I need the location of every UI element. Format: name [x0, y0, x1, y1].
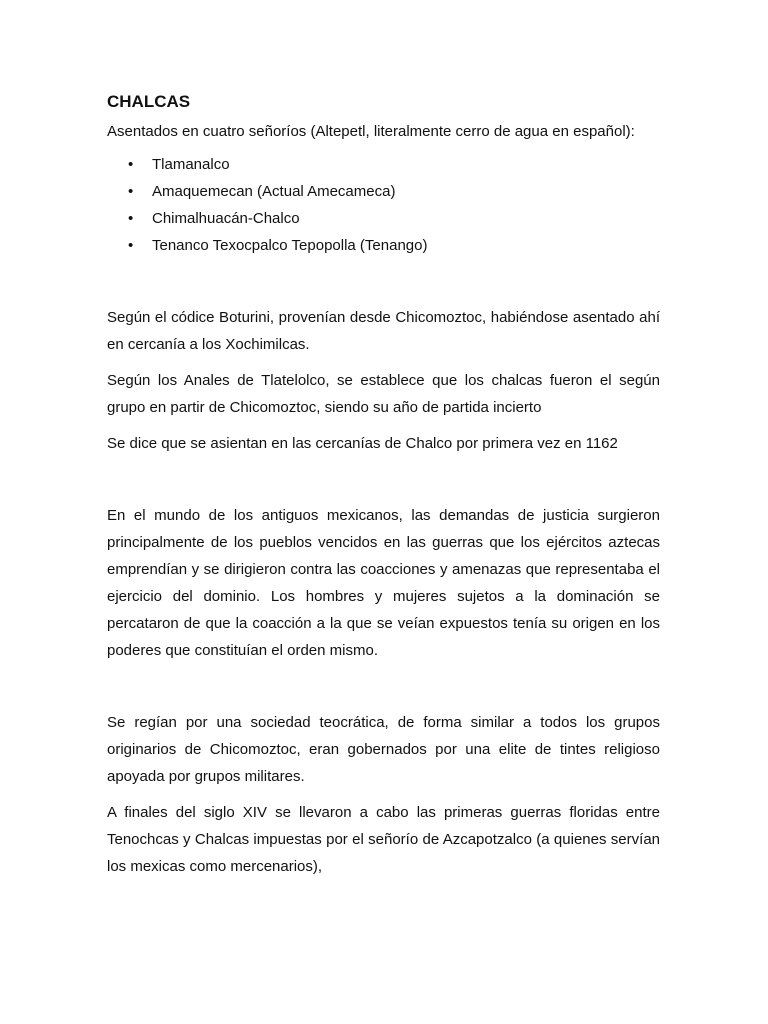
document-page: [107, 90, 660, 880]
senorios-list: [107, 151, 660, 259]
list-item-text: Amaquemecan (Actual Amecameca): [152, 183, 396, 200]
bullet-icon: •: [128, 237, 134, 254]
bullet-icon: •: [128, 183, 134, 200]
paragraph-guerras-floridas: A finales del siglo XIV se llevaron a cabo las primeras guerras floridas entre Tenochcas y Chalcas impuestas por el señorío de Azcapotzalco (a quienes servían los mexicas como mercenarios),: [107, 804, 660, 875]
list-item: [107, 205, 660, 232]
paragraph-1162: Se dice que se asientan en las cercanías de Chalco por primera vez en 1162: [107, 435, 618, 452]
list-item-text: Tenanco Texocpalco Tepopolla (Tenango): [152, 237, 428, 254]
list-item-text: Chimalhuacán-Chalco: [152, 210, 300, 227]
paragraph-justicia: En el mundo de los antiguos mexicanos, las demandas de justicia surgieron principalmente de los pueblos vencidos en las guerras que los ejércitos aztecas emprendían y se dirigieron contra las coacciones y amenazas que representaba el ejercicio del dominio. Los hombres y mujeres sujetos a la dominación se percataron de que la coacción a la que se veían expuestos tenía su origen en los poderes que constituían el orden mismo.: [107, 507, 660, 659]
document-title: CHALCAS: [107, 92, 191, 111]
list-item: [107, 151, 660, 178]
paragraph-boturini: Según el códice Boturini, provenían desde Chicomoztoc, habiéndose asentado ahí en cercanía a los Xochimilcas.: [107, 309, 660, 353]
bullet-icon: •: [128, 210, 134, 227]
bullet-icon: •: [128, 156, 134, 173]
list-item: [107, 178, 660, 205]
paragraph-anales: Según los Anales de Tlatelolco, se establece que los chalcas fueron el según grupo en partir de Chicomoztoc, siendo su año de partida incierto: [107, 372, 660, 416]
list-item: [107, 232, 660, 259]
intro-paragraph: Asentados en cuatro señoríos (Altepetl, literalmente cerro de agua en español):: [107, 123, 635, 140]
list-item-text: Tlamanalco: [152, 156, 230, 173]
paragraph-teocratica: Se regían por una sociedad teocrática, de forma similar a todos los grupos originarios de Chicomoztoc, eran gobernados por una elite de tintes religioso apoyada por grupos militares.: [107, 714, 660, 785]
